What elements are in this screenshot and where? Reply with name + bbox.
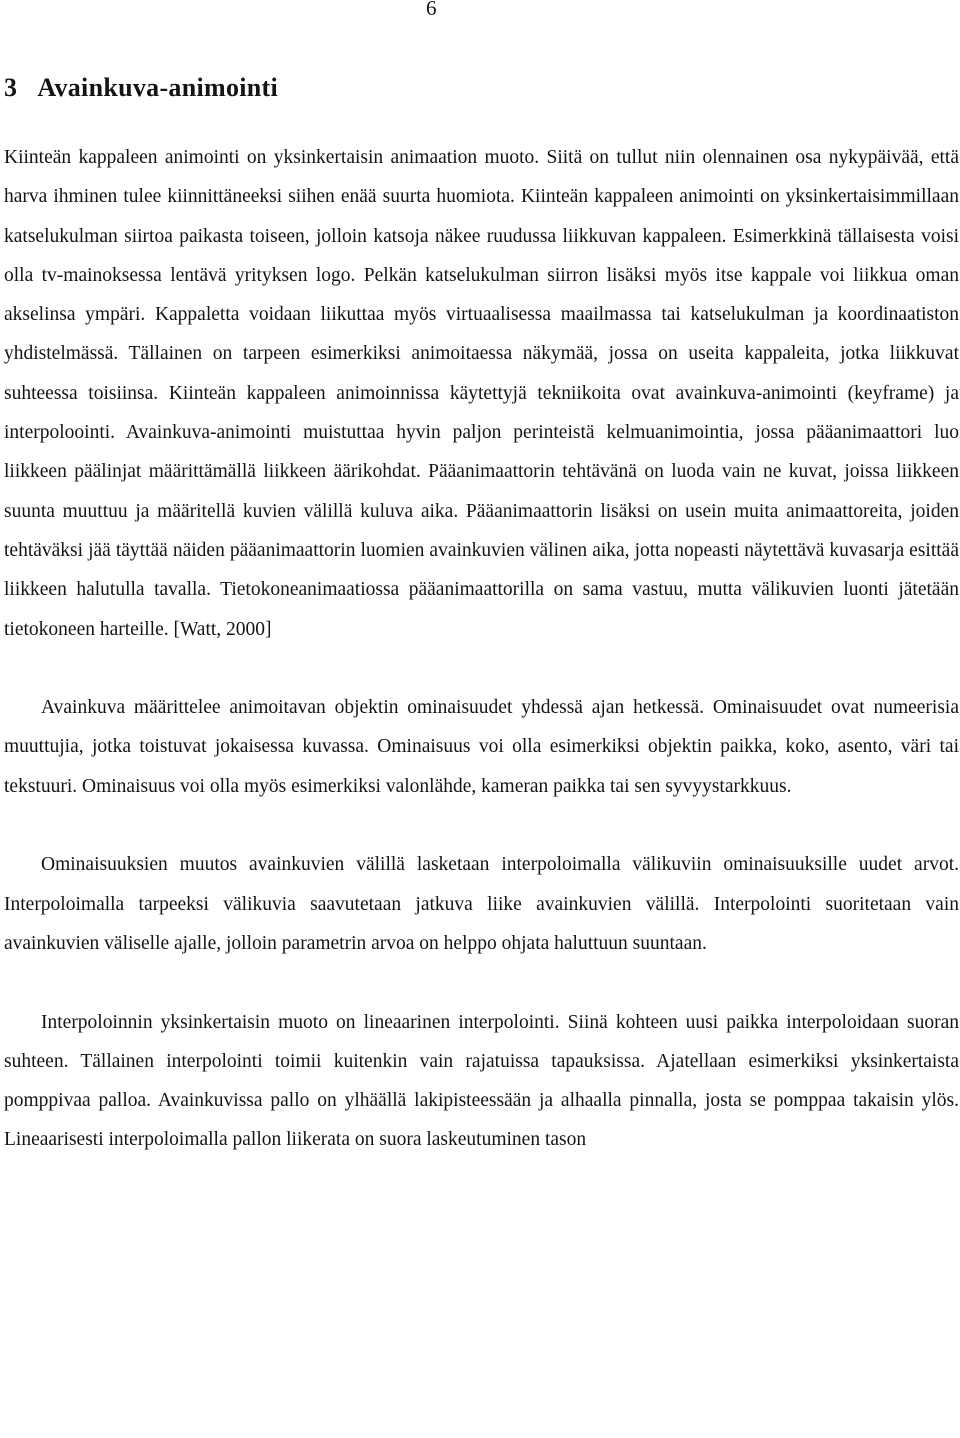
- section-title: Avainkuva-animointi: [37, 73, 279, 102]
- paragraph-2: Avainkuva määrittelee animoitavan objektin ominaisuudet yhdessä ajan hetkessä. Ominaisuudet ovat numeerisia muuttujia, jotka toistuvat jokaisessa kuvassa. Ominaisuus voi olla esimerkiksi objektin paikka, koko, asento, väri tai tekstuuri. Ominaisuus voi olla myös esimerkiksi valonlähde, kameran paikka tai sen syvyystarkkuus.: [4, 697, 959, 797]
- section-heading: [4, 73, 278, 103]
- paragraph-4: Interpoloinnin yksinkertaisin muoto on lineaarinen interpolointi. Siinä kohteen uusi paikka interpoloidaan suoran suhteen. Tällainen interpolointi toimii kuitenkin vain rajatuissa tapauksissa. Ajatellaan esimerkiksi yksinkertaista pomppivaa palloa. Avainkuvissa pallo on ylhäällä lakipisteessään ja alhaalla pinnalla, josta se pomppaa takaisin ylös. Lineaarisesti interpoloimalla pallon liikerata on suora laskeutuminen tason: [4, 1011, 959, 1151]
- page-number: 6: [426, 0, 437, 20]
- section-number: 3: [4, 73, 18, 102]
- paragraph-3: Ominaisuuksien muutos avainkuvien välillä lasketaan interpoloimalla välikuviin ominaisuuksille uudet arvot. Interpoloimalla tarpeeksi välikuvia saavutetaan jatkuva liike avainkuvien välillä. Interpolointi suoritetaan vain avainkuvien väliselle ajalle, jolloin parametrin arvoa on helppo ohjata haluttuun suuntaan.: [4, 854, 959, 954]
- paragraph-1: Kiinteän kappaleen animointi on yksinkertaisin animaation muoto. Siitä on tullut niin olennainen osa nykypäivää, että harva ihminen tulee kiinnittäneeksi siihen enää suurta huomiota. Kiinteän kappaleen animointi on yksinkertaisimmillaan katselukulman siirtoa paikasta toiseen, jolloin katsoja näkee ruudussa liikkuvan kappaleen. Esimerkkinä tällaisesta voisi olla tv-mainoksessa lentävä yrityksen logo. Pelkän katselukulman siirron lisäksi myös itse kappale voi liikkua oman akselinsa ympäri. Kappaletta voidaan liikuttaa myös virtuaalisessa maailmassa tai katselukulman ja koordinaatiston yhdistelmässä. Tällainen on tarpeen esimerkiksi animoitaessa näkymää, jossa on useita kappaleita, jotka liikkuvat suhteessa toisiinsa. Kiinteän kappaleen animoinnissa käytettyjä tekniikoita ovat avainkuva-animointi (keyframe) ja interpoloointi. Avainkuva-animointi muistuttaa hyvin paljon perinteistä kelmuanimointia, jossa pääanimaattori luo liikkeen päälinjat määrittämällä liikkeen äärikohdat. Pääanimaattorin tehtävänä on luoda vain ne kuvat, joissa liikkeen suunta muuttuu ja määritellä kuvien välillä kuluva aika. Pääanimaattorin lisäksi on usein muita animaattoreita, joiden tehtäväksi jää täyttää näiden pääanimaattorin luomien avainkuvien välinen aika, jotta nopeasti näytettävä kuvasarja esittää liikkeen halutulla tavalla. Tietokoneanimaatiossa pääanimaattorilla on sama vastuu, mutta välikuvien luonti jätetään tietokoneen harteille. [Watt, 2000]: [4, 147, 959, 640]
- body-text: [4, 138, 959, 1160]
